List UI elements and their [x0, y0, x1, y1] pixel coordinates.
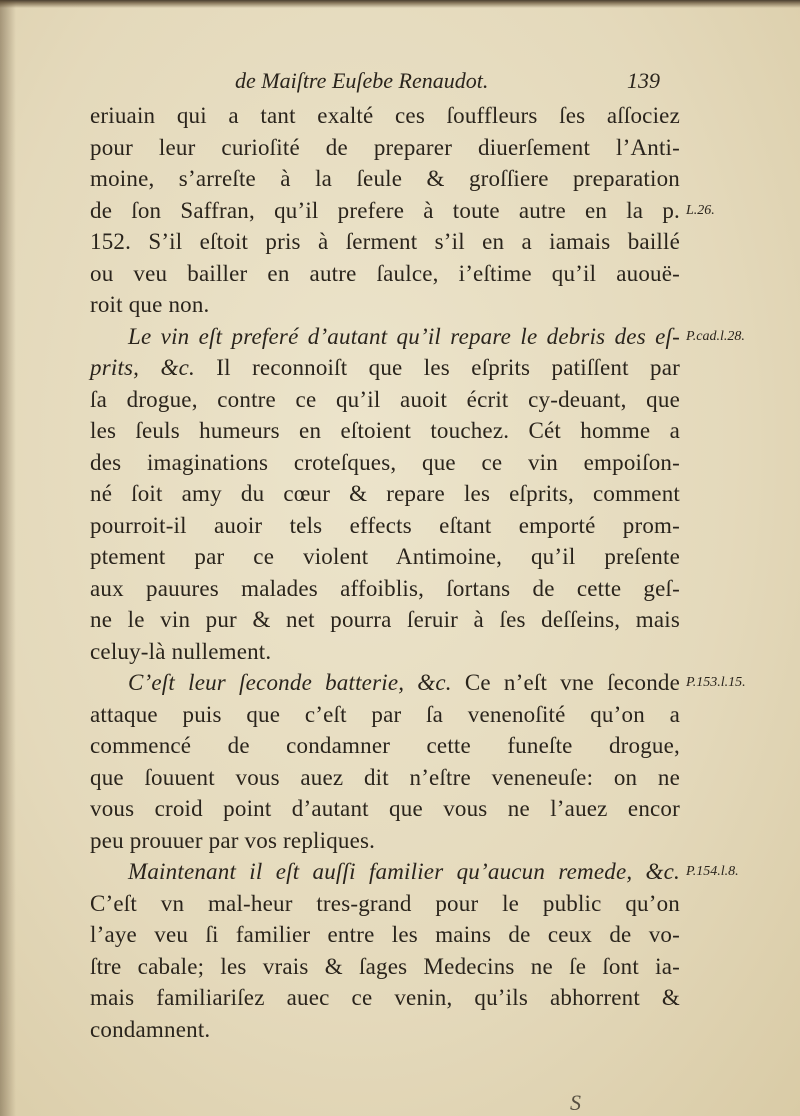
text-run: pourroit-il auoir tels effects eſtant emporté prom-	[90, 512, 680, 538]
text-line	[90, 415, 680, 447]
text-run: peu prouuer par vos repliques.	[90, 827, 376, 853]
text-run: Il reconnoiſt que les eſprits patiſſent par	[194, 355, 681, 380]
text-line	[90, 667, 680, 699]
text-line	[90, 919, 680, 951]
text-line	[90, 195, 680, 227]
italic-quote: prits, &c.	[90, 355, 195, 380]
text-line	[90, 1014, 680, 1046]
text-run: aux pauures malades affoiblis, ſortans de cette geſ-	[90, 575, 680, 601]
running-title: de Maiſtre Euſebe Renaudot.	[235, 68, 489, 93]
text-run: condamnent.	[90, 1016, 211, 1042]
text-line	[90, 573, 680, 605]
text-line	[90, 762, 680, 794]
text-line	[90, 289, 680, 321]
text-run: vous croid point d’autant que vous ne l’auez encor	[90, 796, 680, 821]
text-run: ſa drogue, contre ce qu’il auoit écrit cy-deuant, que	[90, 386, 680, 412]
margin-reference: P.153.l.15.	[686, 675, 746, 690]
text-run: attaque puis que c’eſt par ſa venenoſité qu’on a	[90, 701, 680, 727]
text-run: roit que non.	[90, 292, 210, 317]
text-run: Ce n’eſt vne ſeconde	[451, 670, 680, 695]
text-line	[90, 541, 680, 573]
text-run: ne le vin pur & net pourra ſeruir à ſes deſſeins, mais	[90, 607, 680, 632]
text-line	[90, 699, 680, 731]
text-line	[90, 258, 680, 290]
text-run: né ſoit amy du cœur & repare les eſprits, comment	[90, 481, 680, 506]
text-line	[90, 352, 680, 384]
text-line	[90, 478, 680, 510]
text-run: ptement par ce violent Antimoine, qu’il preſente	[90, 544, 680, 569]
text-line	[90, 384, 680, 416]
text-line	[90, 132, 680, 164]
margin-reference: P.cad.l.28.	[686, 328, 745, 344]
text-line	[90, 604, 680, 636]
text-run: l’aye veu ſi familier entre les mains de ceux de vo-	[90, 922, 680, 947]
text-line	[90, 226, 680, 258]
running-head	[90, 68, 660, 98]
text-line	[90, 982, 680, 1014]
text-run: de ſon Saffran, qu’il prefere à toute autre en la p.	[90, 197, 680, 223]
text-run: 152. S’il eſtoit pris à ſerment s’il en a iamais baillé	[90, 229, 680, 254]
text-line	[90, 856, 680, 888]
text-run: C’eſt vn mal-heur tres-grand pour le public qu’on	[90, 890, 680, 916]
text-run: des imaginations croteſques, que ce vin empoiſon-	[90, 449, 680, 475]
text-line	[90, 825, 680, 857]
signature-mark: S	[570, 1090, 581, 1115]
text-line	[90, 163, 680, 195]
text-line	[90, 100, 680, 132]
text-run: que ſouuent vous auez dit n’eſtre veneneuſe: on ne	[90, 764, 680, 790]
text-line	[90, 510, 680, 542]
gutter-shadow	[0, 0, 16, 1116]
text-run: celuy-là nullement.	[90, 638, 272, 664]
text-line	[90, 321, 680, 353]
text-run: mais familiariſez auec ce venin, qu’ils abhorrent &	[90, 985, 680, 1010]
text-line	[90, 730, 680, 762]
text-run: ſtre cabale; les vrais & ſages Medecins ne ſe ſont ia-	[90, 953, 680, 979]
text-line	[90, 951, 680, 983]
text-run: commencé de condamner cette funeſte drogue,	[90, 733, 680, 758]
italic-quote: Le vin eſt preferé d’autant qu’il repare le debris des eſ-	[128, 323, 680, 349]
margin-reference: L.26.	[686, 202, 715, 218]
italic-quote: C’eſt leur ſeconde batterie, &c.	[128, 670, 452, 695]
text-line	[90, 447, 680, 479]
page-number: 139	[627, 68, 660, 93]
body-text	[90, 100, 680, 1045]
page-top-edge	[0, 0, 800, 8]
text-line	[90, 793, 680, 825]
text-run: moine, s’arreſte à la ſeule & groſſiere preparation	[90, 166, 680, 191]
italic-quote: Maintenant il eſt auſſi familier qu’aucun remede, &c.	[128, 859, 680, 884]
text-line	[90, 636, 680, 668]
text-run: les ſeuls humeurs en eſtoient touchez. Cét homme a	[90, 418, 680, 443]
margin-reference: P.154.l.8.	[686, 864, 739, 879]
text-run: ou veu bailler en autre ſaulce, i’eſtime qu’il auouë-	[90, 260, 680, 286]
text-run: pour leur curioſité de preparer diuerſement l’Anti-	[90, 134, 680, 160]
text-run: eriuain qui a tant exalté ces ſouffleurs ſes aſſociez	[90, 103, 680, 128]
text-line	[90, 888, 680, 920]
